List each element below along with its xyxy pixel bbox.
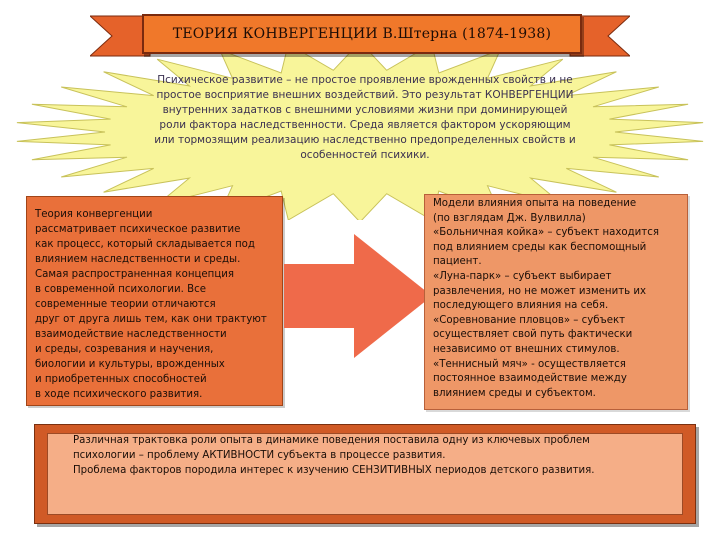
title-banner	[142, 14, 582, 54]
bottom-summary-frame	[34, 424, 696, 524]
page-title: ТЕОРИЯ КОНВЕРГЕНЦИИ В.Штерна (1874-1938)	[172, 26, 552, 42]
arrow-right-icon	[284, 234, 432, 358]
left-theory-text: Теория конвергенции рассматривает психическое развитие как процесс, который складывается под влиянием наследственности и среды. Самая распространенная концепция в современной психологии. Все современные теории отличаются друг от друга лишь тем, как они трактуют взаимодействие наследственности и среды, созревания и научения, биологии и культуры, врожденных и приобретенных способностей в ходе психического развития.	[35, 209, 267, 400]
left-theory-box	[26, 196, 283, 406]
bottom-summary-text: Различная трактовка роли опыта в динамике поведения поставила одну из ключевых проблем психологии – проблему АКТИВНОСТИ субъекта в процессе развития. Проблема факторов породила интерес к изучению СЕНЗИТИВНЫХ периодов детского развития.	[73, 435, 595, 476]
right-models-box	[424, 194, 688, 410]
burst-text: Психическое развитие – не простое проявление врожденных свойств и не простое восприятие внешних воздействий. Это результат КОНВЕРГЕНЦИИ внутренних задатков с внешними условиями жизни при доминирующей роли фактора наследственности. Среда является фактором ускоряющим или тормозящим реализацию наследственно предопределенных свойств и особенностей психики.	[154, 74, 576, 161]
right-models-text: Модели влияния опыта на поведение (по взглядам Дж. Вулвилла) «Больничная койка» – субъект находится под влиянием среды как беспомощный пациент. «Луна-парк» – субъект выбирает развлечения, но не может изменить их последующего влияния на себя. «Соревнование пловцов» – субъект осуществляет свой путь фактически независимо от внешних стимулов. «Теннисный мяч» - осуществляется постоянное взаимодействие между влиянием среды и субъектом.	[433, 198, 659, 399]
